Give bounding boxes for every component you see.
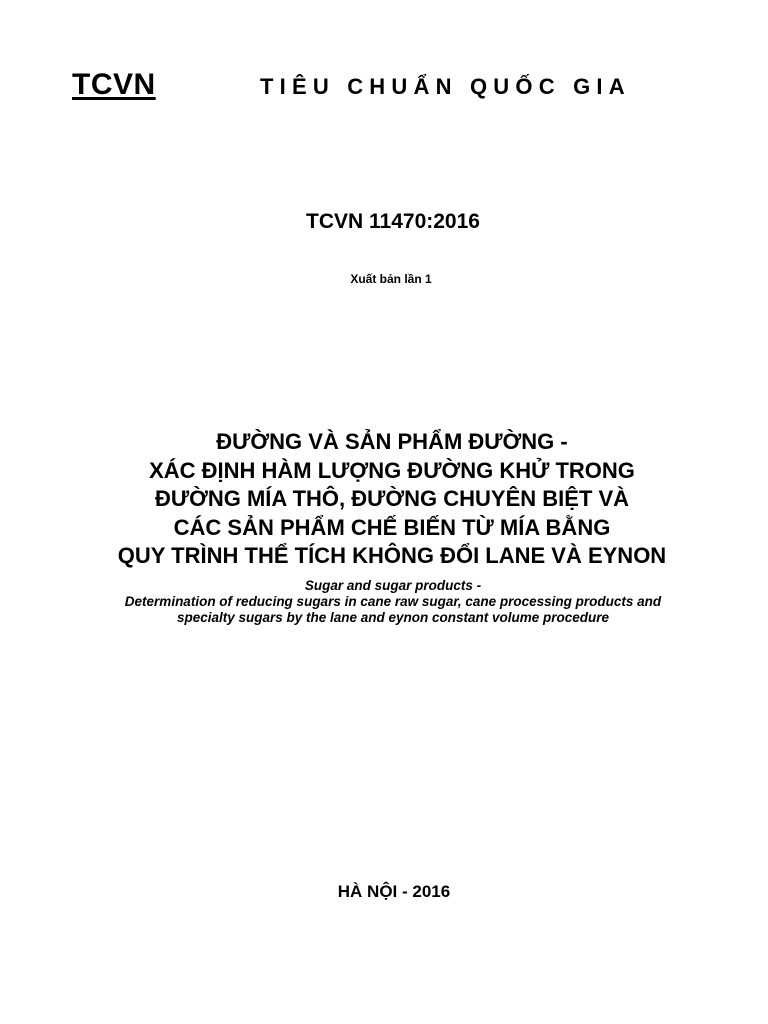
edition-label: Xuất bản lần 1: [350, 272, 432, 286]
place-and-year: HÀ NỘI - 2016: [337, 882, 451, 901]
vietnamese-title-line: CÁC SẢN PHẨM CHẾ BIẾN TỪ MÍA BẰNG: [173, 514, 611, 540]
national-standard-heading: TIÊU CHUẨN QUỐC GIA: [260, 74, 631, 99]
english-title-line: Determination of reducing sugars in cane raw sugar, cane processing products and: [124, 594, 662, 609]
document-number: TCVN 11470:2016: [306, 210, 480, 233]
vietnamese-title-line: ĐƯỜNG MÍA THÔ, ĐƯỜNG CHUYÊN BIỆT VÀ: [154, 486, 630, 511]
english-title: [0, 578, 768, 626]
tcvn-logo: TCVN: [72, 68, 156, 101]
vietnamese-title: [0, 428, 768, 571]
header: [72, 60, 692, 110]
english-title-line: specialty sugars by the lane and eynon constant volume procedure: [176, 610, 610, 625]
vietnamese-title-line: XÁC ĐỊNH HÀM LƯỢNG ĐƯỜNG KHỬ TRONG: [149, 457, 635, 483]
english-title-line: Sugar and sugar products -: [304, 578, 482, 593]
vietnamese-title-line: QUY TRÌNH THỂ TÍCH KHÔNG ĐỔI LANE VÀ EYNON: [117, 543, 667, 568]
vietnamese-title-line: ĐƯỜNG VÀ SẢN PHẨM ĐƯỜNG -: [216, 429, 568, 454]
